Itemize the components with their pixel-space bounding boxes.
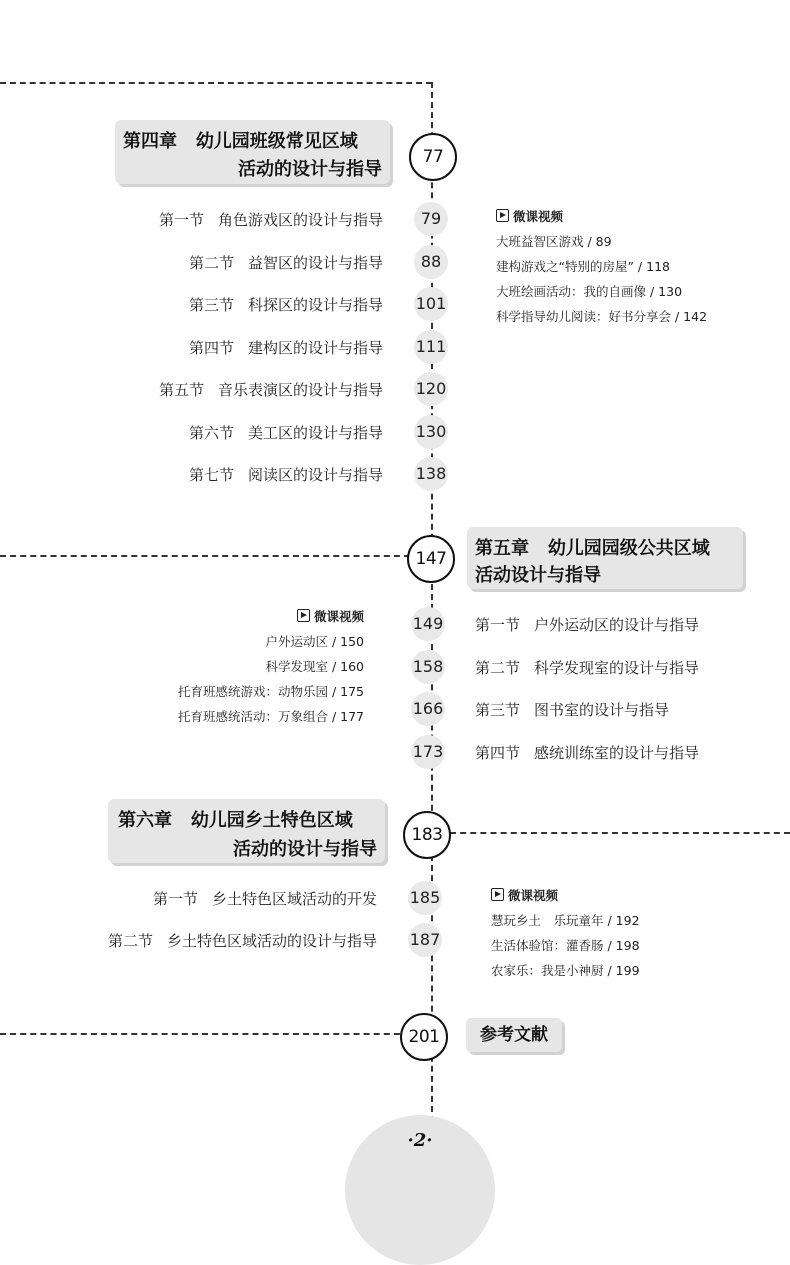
section-page-number[interactable]: 158 [411,650,445,684]
section-entry[interactable] [189,252,383,273]
video-item[interactable]: 科学发现室 / 160 [265,659,364,674]
connector-ch4 [0,82,432,84]
chapter-5-title-line1: 幼儿园园级公共区域 [547,538,710,559]
section-title: 角色游戏区的设计与指导 [217,211,383,229]
section-title: 图书室的设计与指导 [534,701,670,719]
chapter-5-label: 第五章 [475,538,529,559]
section-title: 音乐表演区的设计与指导 [217,381,383,399]
section-entry[interactable] [475,657,699,678]
chapter-6-banner[interactable] [108,799,385,863]
page-number: ·2· [407,1130,433,1151]
chapter-6-video-list [491,883,640,983]
video-item[interactable]: 大班益智区游戏 / 89 [496,234,612,249]
chapter-6-page-node[interactable]: 183 [403,811,451,859]
section-title: 建构区的设计与指导 [247,338,383,357]
section-number: 第五节 [158,381,204,399]
section-number: 第二节 [107,932,153,950]
section-title: 户外运动区的设计与指导 [534,616,700,634]
video-item[interactable]: 建构游戏之“特别的房屋” / 118 [496,259,670,274]
section-entry[interactable] [159,209,383,230]
video-item[interactable]: 户外运动区 / 150 [265,634,364,649]
section-title: 阅读区的设计与指导 [247,466,383,484]
section-number: 第四节 [475,743,521,762]
section-title: 科探区的设计与指导 [247,296,383,314]
section-entry[interactable] [189,464,383,485]
chapter-5-video-list [160,604,364,729]
section-page-number[interactable]: 101 [414,287,448,321]
chapter-4-label: 第四章 [123,131,177,152]
section-page-number[interactable]: 79 [414,202,448,236]
video-item[interactable]: 农家乐：我是小神厨 / 199 [491,963,640,978]
section-number: 第二节 [188,253,234,272]
section-page-number[interactable]: 120 [414,372,448,406]
connector-refs [0,1033,410,1035]
section-number: 第一节 [475,616,521,634]
video-item[interactable]: 慧玩乡土 乐玩童年 / 192 [491,913,640,928]
references-page-node[interactable]: 201 [400,1013,448,1061]
section-number: 第六节 [188,423,234,442]
section-page-number[interactable]: 130 [414,415,448,449]
video-item[interactable]: 科学指导幼儿阅读：好书分享会 / 142 [496,309,708,324]
play-icon [496,209,509,222]
section-title: 感统训练室的设计与指导 [534,743,700,762]
timeline [431,82,433,1122]
section-page-number[interactable]: 173 [411,735,445,769]
section-entry[interactable] [108,930,377,951]
connector-ch6 [450,832,790,834]
video-list-heading: 微课视频 [491,883,640,908]
chapter-5-page-node[interactable]: 147 [407,535,455,583]
section-number: 第一节 [152,890,198,908]
chapter-4-banner[interactable] [115,120,390,184]
video-item[interactable]: 生活体验馆：灌香肠 / 198 [491,938,640,953]
chapter-5-banner[interactable] [467,527,743,589]
video-item[interactable]: 托育班感统游戏：动物乐园 / 175 [177,684,364,699]
section-title: 益智区的设计与指导 [247,253,383,272]
section-title: 科学发现室的设计与指导 [534,658,700,677]
section-entry[interactable] [475,742,699,763]
chapter-5-title-line2: 活动设计与指导 [475,565,601,586]
section-entry[interactable] [153,888,377,909]
video-list-heading: 微课视频 [496,204,707,229]
chapter-4-title-line1: 幼儿园班级常见区域 [195,131,358,152]
section-entry[interactable] [475,614,699,635]
video-list-heading: 微课视频 [160,604,364,629]
section-number: 第三节 [188,296,234,314]
chapter-4-page-node[interactable]: 77 [409,133,457,181]
section-page-number[interactable]: 138 [414,457,448,491]
section-number: 第七节 [188,466,234,484]
connector-ch5 [0,555,410,557]
section-number: 第二节 [475,658,521,677]
section-title: 乡土特色区域活动的设计与指导 [166,932,377,950]
section-number: 第三节 [475,701,521,719]
section-number: 第四节 [188,338,234,357]
section-page-number[interactable]: 111 [414,330,448,364]
section-page-number[interactable]: 187 [408,923,442,957]
section-number: 第一节 [158,211,204,229]
chapter-6-label: 第六章 [118,810,172,831]
video-item[interactable]: 大班绘画活动：我的自画像 / 130 [496,284,683,299]
section-entry[interactable] [159,379,383,400]
section-title: 美工区的设计与指导 [247,423,383,442]
chapter-4-video-list [496,204,707,329]
section-title: 乡土特色区域活动的开发 [211,890,377,908]
references-label[interactable]: 参考文献 [466,1018,562,1052]
section-page-number[interactable]: 88 [414,245,448,279]
play-icon [297,609,310,622]
section-entry[interactable] [475,699,669,720]
chapter-4-title-line2: 活动的设计与指导 [238,159,382,180]
play-icon [491,888,504,901]
video-item[interactable]: 托育班感统活动：万象组合 / 177 [177,709,364,724]
section-page-number[interactable]: 185 [408,881,442,915]
section-entry[interactable] [189,337,383,358]
section-entry[interactable] [189,294,383,315]
section-page-number[interactable]: 149 [411,607,445,641]
chapter-6-title-line1: 幼儿园乡土特色区域 [190,810,353,831]
section-entry[interactable] [189,422,383,443]
section-page-number[interactable]: 166 [411,692,445,726]
chapter-6-title-line2: 活动的设计与指导 [233,839,377,860]
